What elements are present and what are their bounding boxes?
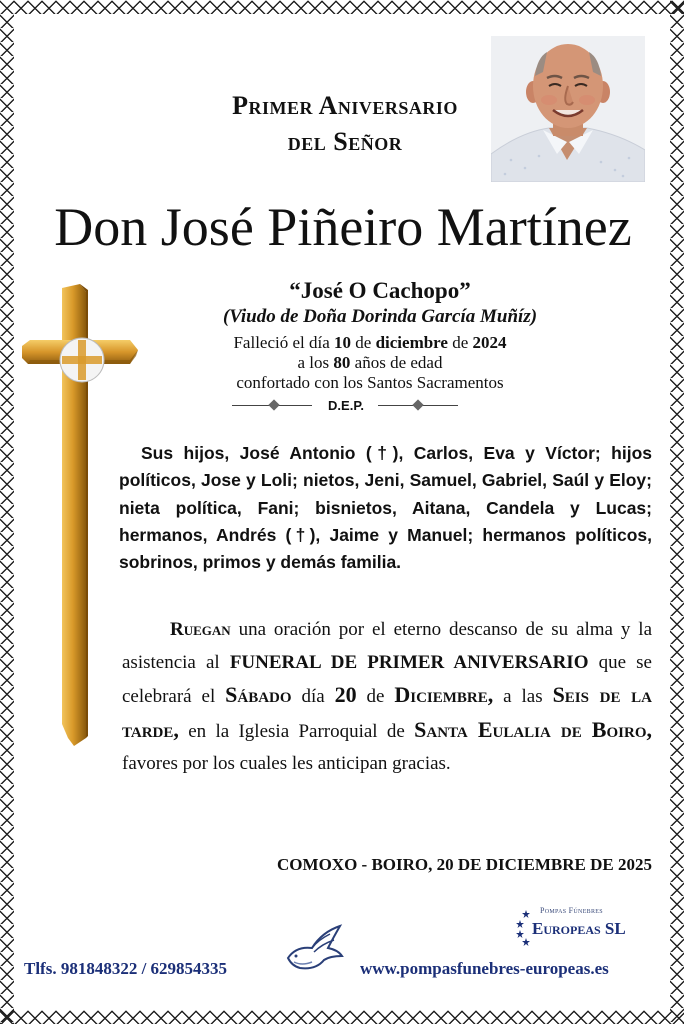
place-and-date: COMOXO - BOIRO, 20 DE DICIEMBRE DE 2025 xyxy=(277,855,652,874)
border-right xyxy=(670,0,684,1024)
family-paragraph: Sus hijos, José Antonio (†), Carlos, Eva y Víctor; hijos políticos, Jose y Loli; nietos, Jeni, Samuel, Gabriel, Saúl y Eloy; nieta política, Fani; bisnietos, Aitana, Candela y Lucas; hermanos, Andrés (†), Jaime y Manuel; hermanos políticos, sobrinos, primos y demás familia. xyxy=(119,443,652,573)
request-text-6: en la Iglesia Parroquial de xyxy=(178,720,415,742)
sacraments-line: confortado con los Santos Sacramentos xyxy=(236,373,504,392)
death-date-line xyxy=(180,333,560,353)
dove-icon xyxy=(282,922,346,974)
request-text-5: a las xyxy=(493,686,553,707)
funeral-weekday: Sábado xyxy=(225,682,292,707)
death-date-de: de xyxy=(447,333,473,352)
border-left xyxy=(0,0,14,1024)
nickname: “José O Cachopo” xyxy=(289,278,471,303)
age-line xyxy=(180,353,560,373)
dep-ornament xyxy=(230,396,460,416)
age-value: 80 xyxy=(333,353,351,372)
death-date-prefix: Falleció el día xyxy=(233,333,335,352)
request-text-2: que se celebrará el xyxy=(122,651,652,707)
widower-note: (Viudo de Doña Dorinda García Muñíz) xyxy=(222,306,538,327)
death-year: 2024 xyxy=(472,333,507,352)
death-month: diciembre xyxy=(375,333,448,352)
funeral-time: Seis de la tarde, xyxy=(122,682,652,742)
funeral-request-paragraph xyxy=(122,614,652,781)
dep-diamond-right xyxy=(412,399,423,410)
funeral-day: 20 xyxy=(334,682,357,707)
request-text-1: una oración por el eterno descanso de su alma y la asistencia al xyxy=(122,619,652,673)
request-text-4: de xyxy=(356,686,395,707)
funeral-church: Santa Eulalia de Boiro, xyxy=(414,716,652,742)
request-text-7: favores por los cuales les anticipan gracias. xyxy=(122,753,451,774)
funeral-type: FUNERAL DE PRIMER ANIVERSARIO xyxy=(229,651,589,673)
age-prefix: a los xyxy=(297,353,334,372)
funeral-month: Diciembre, xyxy=(394,682,494,707)
anniversary-heading xyxy=(180,88,510,160)
border-bottom xyxy=(0,1010,684,1024)
ruegan-word: Ruegan xyxy=(170,619,231,640)
border-top xyxy=(0,0,684,14)
company-name: Europeas SL xyxy=(532,919,626,938)
deceased-name: Don José Piñeiro Martínez xyxy=(54,197,632,257)
request-text-3: día xyxy=(291,686,335,707)
dep-diamond-left xyxy=(268,399,279,410)
eu-stars-icon xyxy=(512,908,534,946)
death-date-mid: de xyxy=(351,333,376,352)
death-info xyxy=(180,333,560,393)
death-day: 10 xyxy=(334,333,352,352)
portrait-photo xyxy=(491,36,645,182)
phone-numbers: Tlfs. 981848322 / 629854335 xyxy=(24,959,228,978)
heading-line-2: del Señor xyxy=(287,127,403,156)
age-suffix: años de edad xyxy=(350,353,443,372)
company-logo xyxy=(512,906,658,946)
dep-text: D.E.P. xyxy=(328,398,364,413)
company-tagline: Pompas Fúnebres xyxy=(540,906,603,915)
heading-line-1: Primer Aniversario xyxy=(232,91,458,120)
website-link[interactable]: www.pompasfunebres-europeas.es xyxy=(360,959,609,978)
